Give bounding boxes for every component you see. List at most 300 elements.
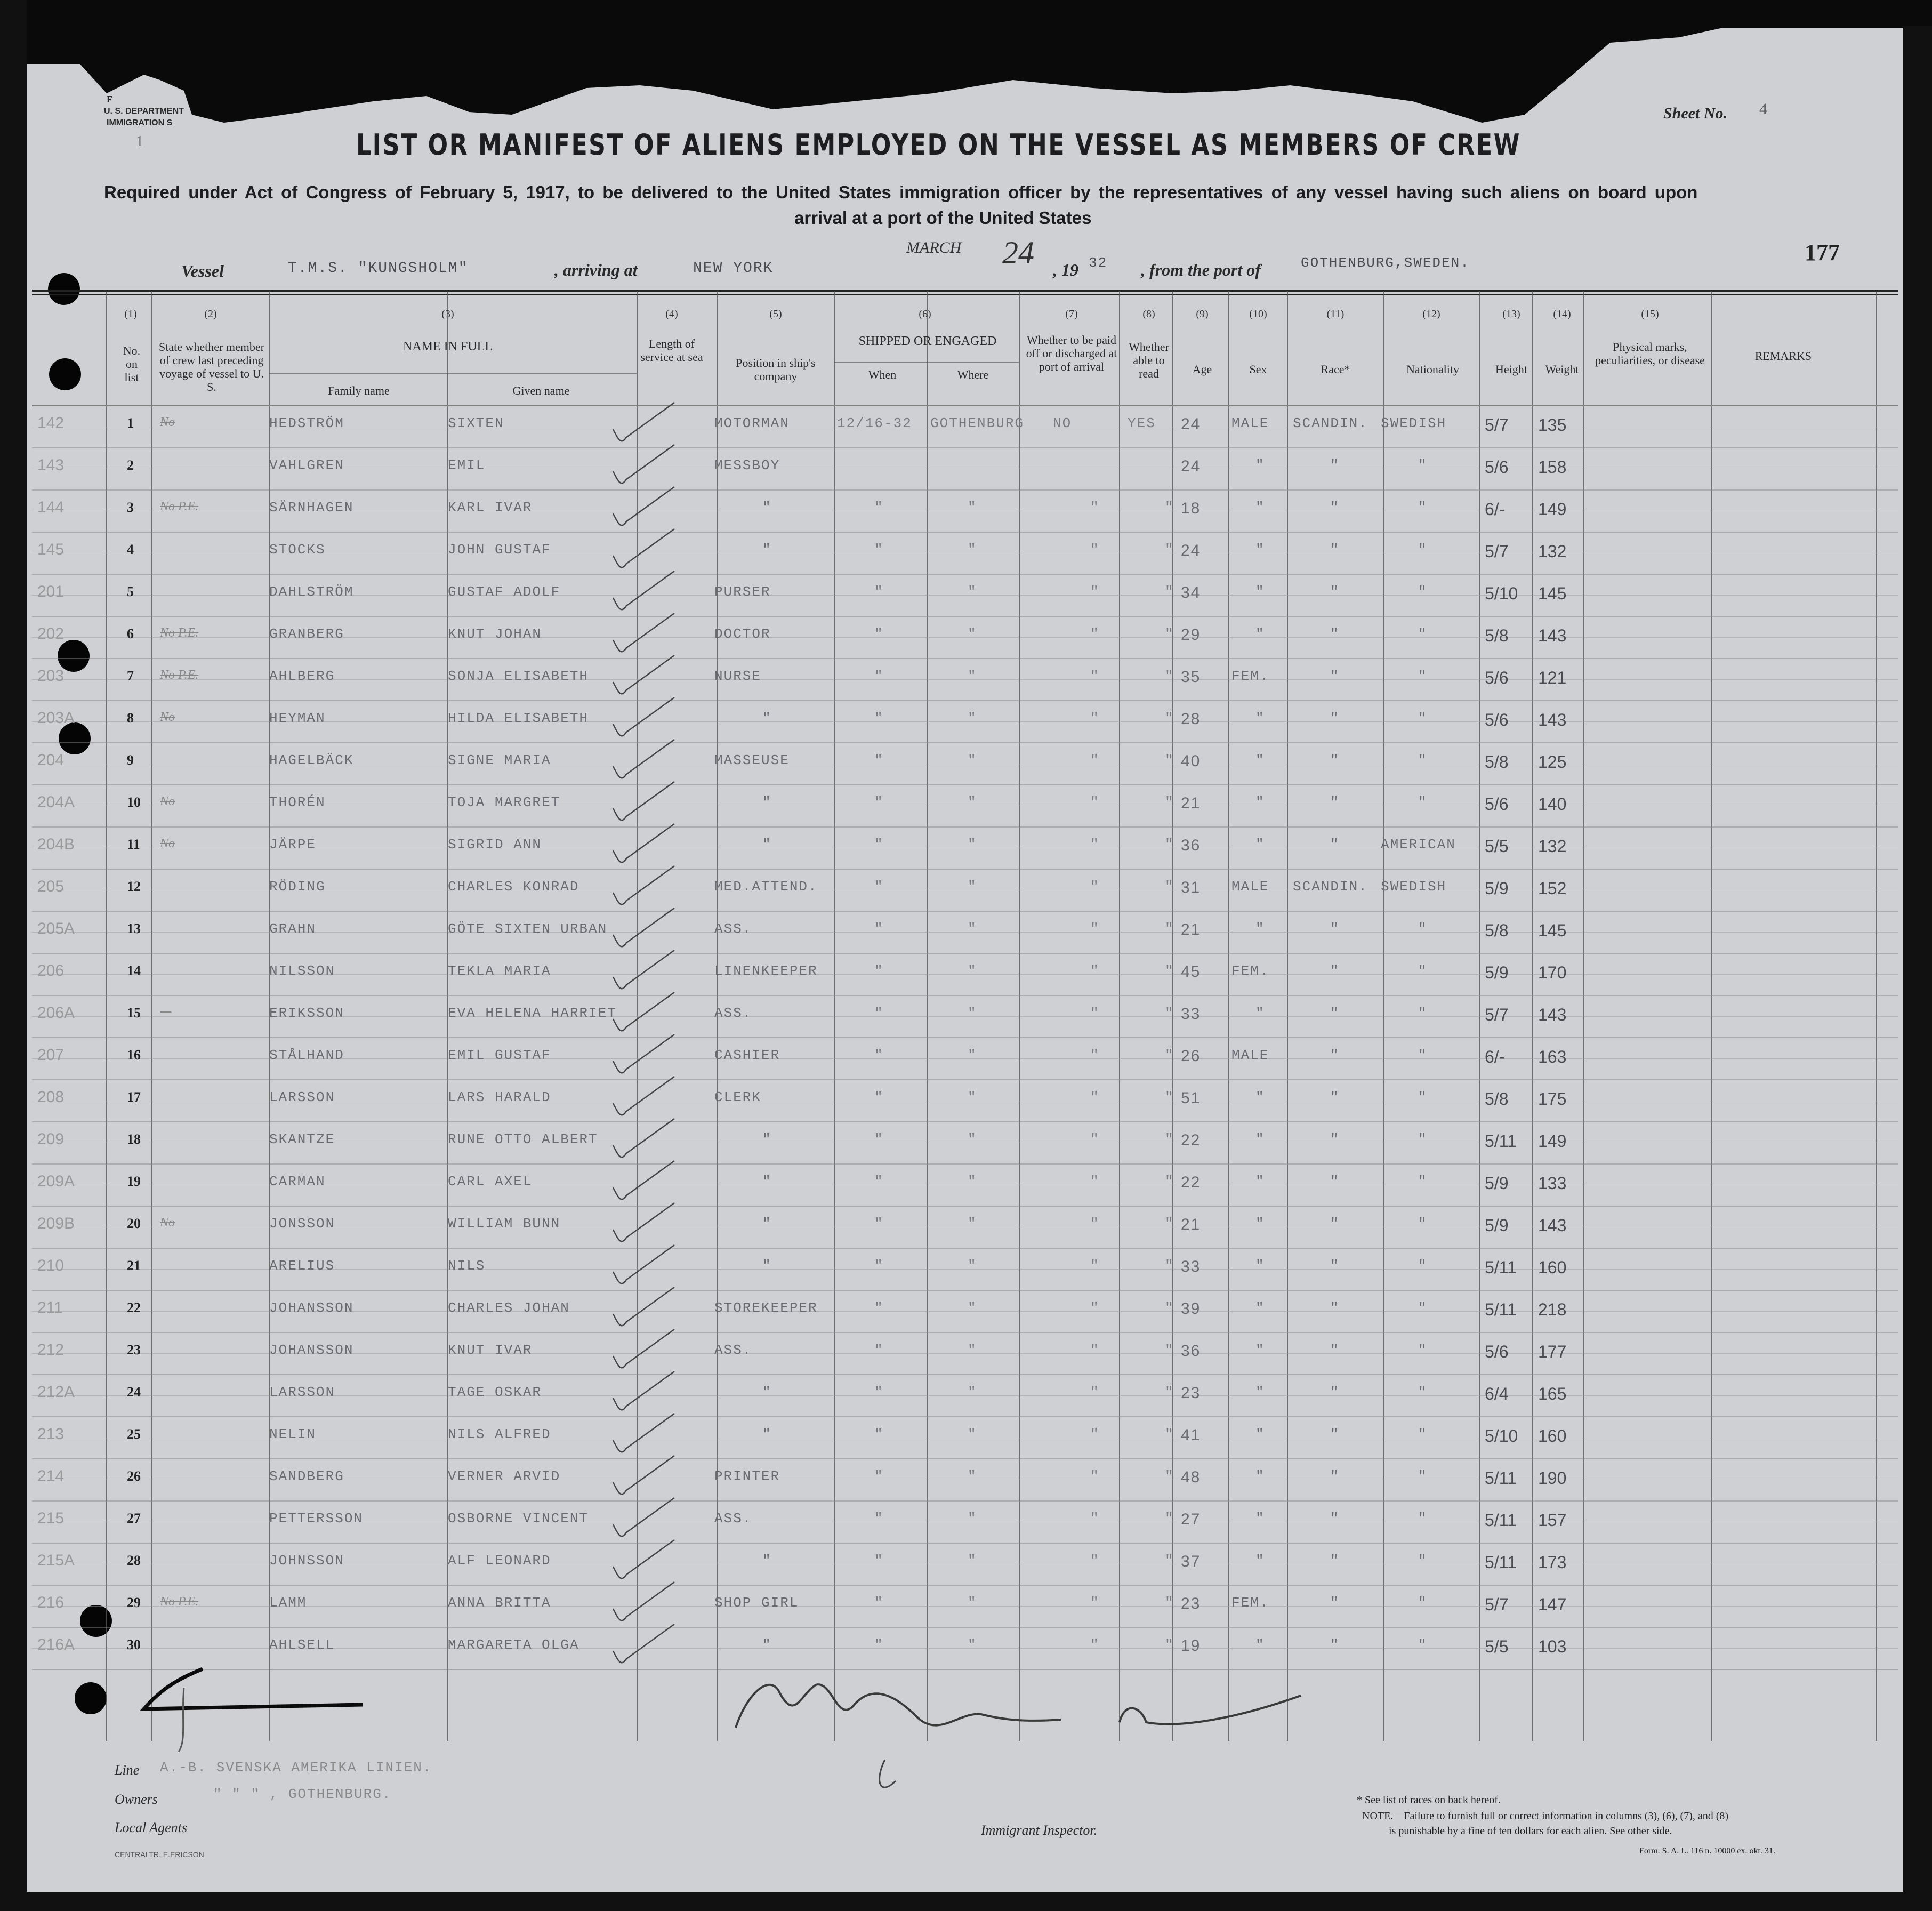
row-reference-number: 203A: [37, 709, 75, 727]
age: 21: [1181, 794, 1201, 812]
shipped-where: ": [968, 1553, 977, 1569]
weight: 165: [1538, 1384, 1567, 1403]
race: ": [1330, 584, 1340, 600]
nationality: ": [1418, 1511, 1428, 1527]
col-7-number: (7): [1065, 308, 1078, 320]
able-to-read: ": [1165, 542, 1174, 558]
able-to-read: ": [1165, 879, 1174, 895]
shipped-where: ": [968, 1216, 977, 1232]
shipped-where-header: Where: [957, 368, 989, 381]
manifest-row: [0, 744, 1932, 785]
family-name: LARSSON: [269, 1089, 335, 1105]
row-reference-number: 202: [37, 625, 65, 643]
col-10-number: (10): [1249, 308, 1267, 320]
printer-imprint: CENTRALTR. E.ERICSON: [115, 1850, 204, 1859]
given-name: EMIL GUSTAF: [448, 1047, 551, 1063]
row-reference-number: 209A: [37, 1173, 75, 1190]
ship-position: MOTORMAN: [714, 415, 790, 431]
shipped-when: ": [874, 1426, 884, 1442]
nationality: ": [1418, 1005, 1428, 1021]
document-subtitle-2: arrival at a port of the United States: [794, 208, 1092, 228]
weight: 145: [1538, 921, 1567, 940]
given-name: LARS HARALD: [448, 1089, 551, 1105]
col-1-header: No. on list: [123, 344, 141, 384]
nationality: ": [1418, 1553, 1428, 1569]
ship-position: PURSER: [714, 584, 771, 600]
shipped-where: ": [968, 837, 977, 853]
nationality: ": [1418, 710, 1428, 726]
races-note: * See list of races on back hereof.: [1357, 1794, 1501, 1806]
able-to-read: ": [1165, 1553, 1174, 1569]
race: ": [1330, 794, 1340, 810]
sex: ": [1255, 542, 1265, 558]
able-to-read: ": [1165, 626, 1174, 642]
col-4-header: Length of service at sea: [640, 337, 703, 364]
family-name: RÖDING: [269, 879, 326, 895]
nationality: ": [1418, 500, 1428, 516]
row-reference-number: 212A: [37, 1383, 75, 1401]
shipped-when: ": [874, 668, 884, 684]
col-14-header: Weight: [1545, 363, 1579, 376]
sex: FEM.: [1231, 1595, 1269, 1611]
sex: ": [1255, 1216, 1265, 1232]
able-to-read: ": [1165, 837, 1174, 853]
shipped-where: ": [968, 921, 977, 937]
shipped-when: ": [874, 963, 884, 979]
shipped-when: ": [874, 1174, 884, 1190]
height: 5/5: [1485, 837, 1509, 856]
given-name: JOHN GUSTAF: [448, 542, 551, 558]
given-name: SIGNE MARIA: [448, 752, 551, 768]
height: 5/6: [1485, 794, 1509, 814]
age: 24: [1181, 457, 1201, 475]
nationality: AMERICAN: [1381, 837, 1456, 853]
nationality: ": [1418, 1216, 1428, 1232]
height: 5/5: [1485, 1637, 1509, 1656]
shipped-when: ": [874, 794, 884, 810]
ship-position: ": [762, 1637, 772, 1653]
family-name: NILSSON: [269, 963, 335, 979]
given-name: CHARLES JOHAN: [448, 1300, 570, 1316]
paid-off: ": [1090, 879, 1100, 895]
manifest-row: [0, 1586, 1932, 1628]
row-number: 18: [127, 1131, 141, 1147]
form-dept-line-3: IMMIGRATION S: [107, 118, 173, 127]
previous-voyage: No P.E.: [160, 500, 199, 513]
shipped-when: ": [874, 837, 884, 853]
nationality: ": [1418, 1426, 1428, 1442]
row-number: 23: [127, 1342, 141, 1358]
nationality: ": [1418, 794, 1428, 810]
height: 5/8: [1485, 626, 1509, 645]
shipped-where: ": [968, 963, 977, 979]
col-6-number: (6): [919, 308, 931, 320]
race: ": [1330, 921, 1340, 937]
age: 36: [1181, 1342, 1201, 1360]
col-2-number: (2): [204, 308, 217, 320]
shipped-when: ": [874, 752, 884, 768]
race: ": [1330, 1300, 1340, 1316]
weight: 143: [1538, 1216, 1567, 1235]
shipped-when: ": [874, 1047, 884, 1063]
family-name: HEDSTRÖM: [269, 415, 344, 431]
family-name: JÄRPE: [269, 837, 317, 853]
manifest-row: [0, 786, 1932, 828]
race: ": [1330, 963, 1340, 979]
paid-off: ": [1090, 921, 1100, 937]
able-to-read: ": [1165, 500, 1174, 516]
ship-position: ": [762, 1384, 772, 1400]
given-name-header: Given name: [512, 384, 570, 397]
col-2-header: State whether member of crew last preceding voyage of vessel to U. S.: [159, 340, 264, 394]
row-number: 19: [127, 1174, 141, 1189]
sex: FEM.: [1231, 963, 1269, 979]
paid-off: ": [1090, 1005, 1100, 1021]
able-to-read: ": [1165, 668, 1174, 684]
row-number: 4: [127, 542, 134, 557]
col-15-header: Physical marks, peculiarities, or disease: [1595, 340, 1705, 367]
given-name: SIGRID ANN: [448, 837, 542, 853]
able-to-read: ": [1165, 1468, 1174, 1484]
age: 21: [1181, 921, 1201, 938]
row-reference-number: 207: [37, 1046, 65, 1064]
paid-off: ": [1090, 668, 1100, 684]
ship-position: ": [762, 1216, 772, 1232]
previous-voyage: No: [160, 415, 175, 429]
given-name: GÖTE SIXTEN URBAN: [448, 921, 608, 937]
race: ": [1330, 542, 1340, 558]
family-name: SÄRNHAGEN: [269, 500, 354, 516]
manifest-row: [0, 449, 1932, 491]
col-9-number: (9): [1196, 308, 1209, 320]
family-name: PETTERSSON: [269, 1511, 364, 1527]
shipped-where: ": [968, 1595, 977, 1611]
manifest-row: [0, 407, 1932, 448]
height: 5/7: [1485, 1005, 1509, 1024]
arriving-label: , arriving at: [554, 260, 638, 279]
family-name-header: Family name: [328, 384, 390, 397]
ship-position: DOCTOR: [714, 626, 771, 642]
row-reference-number: 143: [37, 456, 65, 474]
race: ": [1330, 1342, 1340, 1358]
given-name: KARL IVAR: [448, 500, 533, 516]
ship-position: ": [762, 1258, 772, 1274]
given-name: WILLIAM BUNN: [448, 1216, 561, 1232]
nationality: ": [1418, 626, 1428, 642]
height: 5/6: [1485, 1342, 1509, 1361]
line-label: Line: [115, 1762, 140, 1778]
shipped-when: ": [874, 542, 884, 558]
shipped-where: GOTHENBURG: [930, 415, 1025, 431]
weight: 218: [1538, 1300, 1567, 1319]
manifest-row: [0, 870, 1932, 912]
given-name: EMIL: [448, 457, 486, 473]
given-name: GUSTAF ADOLF: [448, 584, 561, 600]
weight: 103: [1538, 1637, 1567, 1656]
nationality: ": [1418, 1384, 1428, 1400]
row-number: 28: [127, 1553, 141, 1568]
paid-off: ": [1090, 837, 1100, 853]
form-dept-line-2: U. S. DEPARTMENT: [104, 107, 184, 116]
row-number: 7: [127, 668, 134, 684]
row-reference-number: 212: [37, 1341, 65, 1359]
weight: 143: [1538, 710, 1567, 729]
row-reference-number: 210: [37, 1257, 65, 1274]
nationality: ": [1418, 668, 1428, 684]
height: 5/9: [1485, 1174, 1509, 1193]
row-reference-number: 206A: [37, 1004, 75, 1022]
age: 37: [1181, 1553, 1201, 1570]
sheet-value: 4: [1759, 100, 1767, 118]
row-number: 17: [127, 1089, 141, 1105]
race: ": [1330, 1384, 1340, 1400]
able-to-read: ": [1165, 1174, 1174, 1190]
ship-position: PRINTER: [714, 1468, 780, 1484]
age: 23: [1181, 1595, 1201, 1612]
height: 5/8: [1485, 752, 1509, 772]
weight: 163: [1538, 1047, 1567, 1066]
row-number: 2: [127, 457, 134, 473]
age: 34: [1181, 584, 1201, 601]
paid-off: ": [1090, 1174, 1100, 1190]
sex: FEM.: [1231, 668, 1269, 684]
height: 5/7: [1485, 415, 1509, 435]
family-name: GRANBERG: [269, 626, 344, 642]
sex: ": [1255, 584, 1265, 600]
shipped-when: ": [874, 710, 884, 726]
race: ": [1330, 837, 1340, 853]
given-name: VERNER ARVID: [448, 1468, 561, 1484]
ship-position: ASS.: [714, 1511, 752, 1527]
row-reference-number: 215A: [37, 1552, 75, 1569]
weight: 132: [1538, 837, 1567, 856]
manifest-row: [0, 1460, 1932, 1502]
row-reference-number: 213: [37, 1425, 65, 1443]
shipped-where: ": [968, 1426, 977, 1442]
given-name: CHARLES KONRAD: [448, 879, 579, 895]
previous-voyage: —: [160, 1005, 172, 1019]
family-name: ERIKSSON: [269, 1005, 344, 1021]
manifest-row: [0, 912, 1932, 954]
paid-off: ": [1090, 1468, 1100, 1484]
manifest-row: [0, 533, 1932, 575]
paid-off: ": [1090, 1426, 1100, 1442]
shipped-where: ": [968, 1300, 977, 1316]
sex: ": [1255, 752, 1265, 768]
shipped-where: ": [968, 1384, 977, 1400]
family-name: SKANTZE: [269, 1131, 335, 1147]
page-number: 177: [1805, 239, 1840, 266]
col-1-number: (1): [124, 308, 137, 320]
able-to-read: ": [1165, 1258, 1174, 1274]
age: 21: [1181, 1216, 1201, 1233]
manifest-row: [0, 997, 1932, 1038]
manifest-row: [0, 1123, 1932, 1165]
ship-position: CLERK: [714, 1089, 762, 1105]
able-to-read: ": [1165, 584, 1174, 600]
given-name: NILS: [448, 1258, 486, 1274]
remarks-header: REMARKS: [1754, 349, 1812, 363]
race: ": [1330, 1553, 1340, 1569]
shipped-when: ": [874, 1131, 884, 1147]
col-3-number: (3): [441, 308, 454, 320]
shipped-where: ": [968, 1637, 977, 1653]
paid-off: ": [1090, 1553, 1100, 1569]
height: 6/4: [1485, 1384, 1509, 1403]
shipped-where: ": [968, 668, 977, 684]
weight: 157: [1538, 1511, 1567, 1530]
nationality: ": [1418, 1131, 1428, 1147]
able-to-read: ": [1165, 921, 1174, 937]
previous-voyage: No P.E.: [160, 1595, 199, 1609]
ship-position: ": [762, 1131, 772, 1147]
race: ": [1330, 1089, 1340, 1105]
sex: ": [1255, 921, 1265, 937]
height: 6/-: [1485, 1047, 1505, 1066]
shipped-when: ": [874, 1468, 884, 1484]
family-name: CARMAN: [269, 1174, 326, 1190]
shipped-where: ": [968, 710, 977, 726]
local-agents-label: Local Agents: [115, 1820, 188, 1835]
weight: 125: [1538, 752, 1567, 772]
manifest-row: [0, 954, 1932, 996]
manifest-row: [0, 828, 1932, 870]
vessel-name: T.M.S. "KUNGSHOLM": [288, 260, 469, 277]
paid-off: ": [1090, 752, 1100, 768]
row-reference-number: 201: [37, 583, 65, 600]
manifest-row: [0, 1165, 1932, 1207]
row-reference-number: 205: [37, 878, 65, 895]
paid-off: ": [1090, 963, 1100, 979]
ship-position: LINENKEEPER: [714, 963, 818, 979]
age: 31: [1181, 879, 1201, 896]
row-number: 5: [127, 584, 134, 599]
col-8-number: (8): [1142, 308, 1155, 320]
row-number: 16: [127, 1047, 141, 1063]
row-reference-number: 205A: [37, 920, 75, 937]
manifest-row: [0, 617, 1932, 659]
col-10-header: Sex: [1249, 363, 1267, 376]
arrival-port: NEW YORK: [693, 260, 774, 277]
height: 5/8: [1485, 921, 1509, 940]
nationality: ": [1418, 1174, 1428, 1190]
previous-voyage: No: [160, 1216, 175, 1230]
col-3-header: NAME IN FULL: [403, 340, 493, 354]
shipped-when: ": [874, 1511, 884, 1527]
sex: ": [1255, 1174, 1265, 1190]
paid-off: ": [1090, 1637, 1100, 1653]
nationality: ": [1418, 1258, 1428, 1274]
nationality: ": [1418, 457, 1428, 473]
row-reference-number: 206: [37, 962, 65, 979]
col-14-number: (14): [1553, 308, 1571, 320]
row-number: 11: [127, 837, 140, 852]
col-5-number: (5): [769, 308, 782, 320]
height: 5/7: [1485, 1595, 1509, 1614]
able-to-read: ": [1165, 1005, 1174, 1021]
family-name: LARSSON: [269, 1384, 335, 1400]
ship-position: MASSEUSE: [714, 752, 790, 768]
shipped-where: ": [968, 1511, 977, 1527]
penalty-note-1: NOTE.—Failure to furnish full or correct information in columns (3), (6), (7), and (8): [1362, 1810, 1729, 1822]
row-reference-number: 145: [37, 541, 65, 558]
age: 33: [1181, 1258, 1201, 1275]
height: 5/11: [1485, 1511, 1517, 1530]
able-to-read: ": [1165, 1089, 1174, 1105]
shipped-where: ": [968, 794, 977, 810]
shipped-when: ": [874, 626, 884, 642]
col-9-header: Age: [1192, 363, 1212, 376]
nationality: ": [1418, 1595, 1428, 1611]
row-number: 30: [127, 1637, 141, 1652]
row-number: 22: [127, 1300, 141, 1315]
manifest-row: [0, 1249, 1932, 1291]
row-reference-number: 144: [37, 499, 65, 516]
nationality: ": [1418, 1342, 1428, 1358]
able-to-read: ": [1165, 710, 1174, 726]
able-to-read: ": [1165, 1342, 1174, 1358]
given-name: SONJA ELISABETH: [448, 668, 589, 684]
paid-off: ": [1090, 1258, 1100, 1274]
family-name: HEYMAN: [269, 710, 326, 726]
age: 24: [1181, 542, 1201, 559]
family-name: AHLSELL: [269, 1637, 335, 1653]
family-name: THORÉN: [269, 794, 326, 810]
ship-position: ": [762, 500, 772, 516]
row-reference-number: 204A: [37, 793, 75, 811]
row-reference-number: 209B: [37, 1215, 75, 1232]
weight: 190: [1538, 1468, 1567, 1488]
ship-position: ": [762, 1553, 772, 1569]
shipped-when: ": [874, 1342, 884, 1358]
weight: 135: [1538, 415, 1567, 435]
owners-label: Owners: [115, 1792, 158, 1807]
arrival-day: 24: [1002, 235, 1034, 270]
paid-off: ": [1090, 500, 1100, 516]
shipped-when: ": [874, 1553, 884, 1569]
departure-port: GOTHENBURG,SWEDEN.: [1301, 255, 1470, 271]
weight: 175: [1538, 1089, 1567, 1109]
previous-voyage: No: [160, 837, 175, 850]
shipped-when: ": [874, 921, 884, 937]
given-name: ANNA BRITTA: [448, 1595, 551, 1611]
shipped-where: ": [968, 1047, 977, 1063]
height: 5/11: [1485, 1258, 1517, 1277]
race: ": [1330, 1511, 1340, 1527]
col-8-header: Whether able to read: [1129, 340, 1169, 380]
given-name: SIXTEN: [448, 415, 504, 431]
row-reference-number: 203: [37, 667, 65, 685]
ship-position: NURSE: [714, 668, 762, 684]
ship-position: ": [762, 710, 772, 726]
ship-position: ": [762, 794, 772, 810]
previous-voyage: No: [160, 710, 175, 724]
manifest-row: [0, 660, 1932, 701]
ship-position: ASS.: [714, 1005, 752, 1021]
given-name: OSBORNE VINCENT: [448, 1511, 589, 1527]
row-reference-number: 208: [37, 1088, 65, 1106]
nationality: ": [1418, 1637, 1428, 1653]
age: 18: [1181, 500, 1201, 517]
row-reference-number: 211: [37, 1299, 63, 1316]
given-name: KNUT IVAR: [448, 1342, 533, 1358]
row-number: 14: [127, 963, 141, 978]
race: ": [1330, 1005, 1340, 1021]
sex: ": [1255, 1384, 1265, 1400]
nationality: ": [1418, 1468, 1428, 1484]
weight: 149: [1538, 1131, 1567, 1151]
sex: ": [1255, 1300, 1265, 1316]
